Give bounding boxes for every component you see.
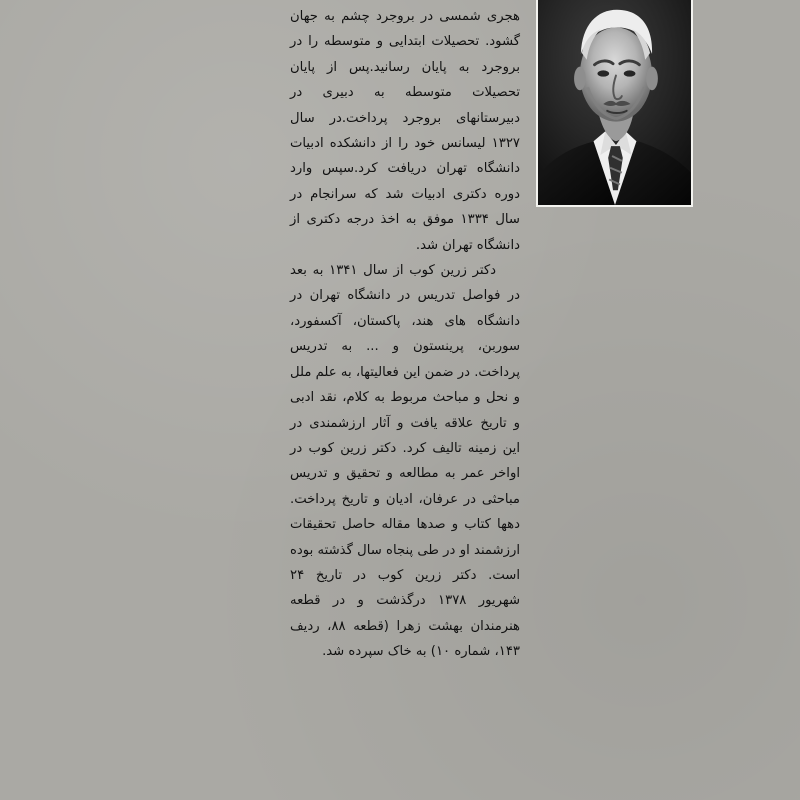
portrait-photo-icon (538, 0, 691, 205)
biography-paragraph-1: هجری شمسی در بروجرد چشم به جهان گشود. تحصیلات ابتدایی و متوسطه را در بروجرد به پایان رسانید.پس از پایان تحصیلات متوسطه به دبیری در دبیرستانهای بروجرد پرداخت.در سال ۱۳۲۷ لیسانس خود را از دانشکده ادبیات دانشگاه تهران دریافت کرد.سپس وارد دوره دکتری ادبیات شد که سرانجام در سال ۱۳۳۴ موفق به اخذ درجه دکتری از دانشگاه تهران شد. (290, 9, 520, 253)
author-portrait-photo (536, 0, 693, 207)
biography-paragraph-2: دکتر زرین کوب از سال ۱۳۴۱ به بعد در فواصل تدریس در دانشگاه تهران در دانشگاه های هند، پاکستان، آکسفورد، سوربن، پرینستون و ... به تدریس پرداخت. در ضمن این فعالیتها، به علم ملل و نحل و مباحث مربوط به کلام، نقد ادبی و تاریخ علاقه یافت و آثار ارزشمندی در این زمینه تالیف کرد. دکتر زرین کوب در اواخر عمر به مطالعه و تحقیق و تدریس مباحثی در عرفان، ادیان و تاریخ پرداخت. دهها کتاب و صدها مقاله حاصل تحقیقات ارزشمند او در طی پنجاه سال گذشته بوده است. دکتر زرین کوب در تاریخ ۲۴ شهریور ۱۳۷۸ درگذشت و در قطعه هنرمندان بهشت زهرا (قطعه ۸۸، ردیف ۱۴۳، شماره ۱۰) به خاک سپرده شد. (290, 263, 521, 660)
biography-text (290, 4, 520, 665)
